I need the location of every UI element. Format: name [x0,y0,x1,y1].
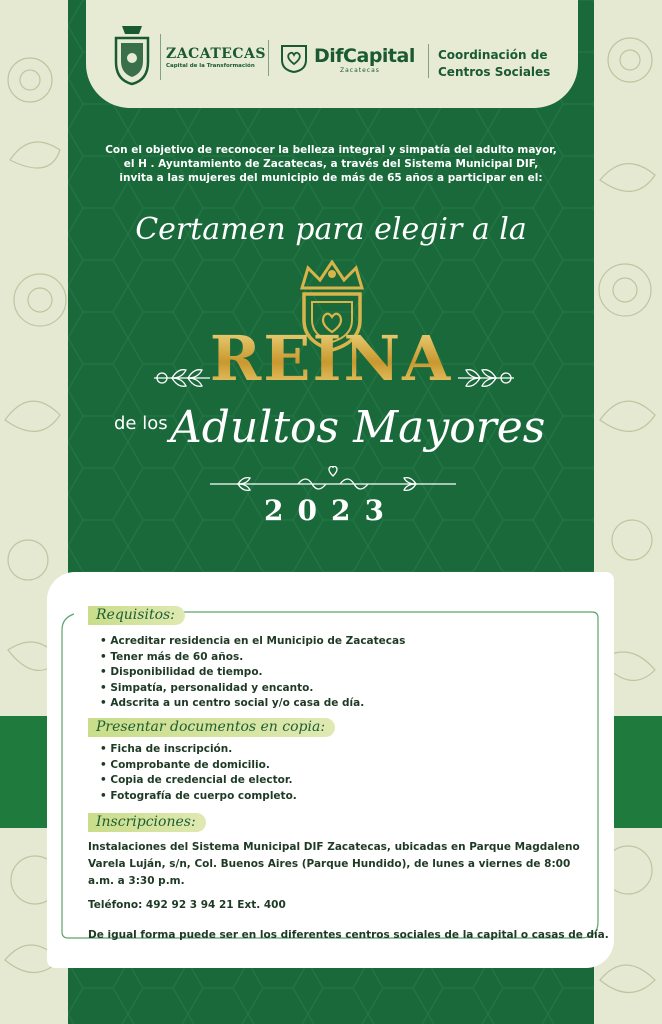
requisitos-heading: Requisitos: [88,606,185,625]
reina-title: REINA [100,322,562,395]
adultos-mayores-title: Adultos Mayores [170,402,546,453]
list-item: • Comprobante de domicilio. [100,758,297,774]
list-item: • Copia de credencial de elector. [100,773,297,789]
coordination-line2: Centros Sociales [438,65,551,79]
intro-line: el H . Ayuntamiento de Zacatecas, a través del Sistema Municipal DIF, [123,158,539,170]
dif-capital-name: DifCapital [314,45,415,67]
leaf-ornament-right-icon [456,366,516,390]
header-divider [428,44,429,78]
year-text: 2023 [264,494,398,527]
list-item: • Ficha de inscripción. [100,742,297,758]
phone-text: Teléfono: 492 92 3 94 21 Ext. 400 [88,899,286,911]
requisitos-list [100,634,405,712]
heart-divider-ornament-icon [208,466,458,496]
inscripciones-heading: Inscripciones: [88,813,206,832]
list-item: • Adscrita a un centro social y/o casa de día. [100,696,405,712]
zacatecas-name: ZACATECAS [166,46,267,62]
intro-line: Con el objetivo de reconocer la belleza integral y simpatía del adulto mayor, [105,144,557,156]
documentos-list [100,742,297,804]
list-item: • Tener más de 60 años. [100,650,405,666]
dif-heart-logo-icon [278,42,310,74]
zacatecas-tagline: Capital de la Transformación [166,63,255,69]
list-item: • Simpatía, personalidad y encanto. [100,681,405,697]
list-item: • Fotografía de cuerpo completo. [100,789,297,805]
zacatecas-shield-icon [112,24,152,86]
leaf-ornament-left-icon [152,366,212,390]
closing-text: De igual forma puede ser en los diferentes centros sociales de la capital o casas de día. [88,929,609,941]
header-divider [268,40,269,76]
list-item: • Acreditar residencia en el Municipio de Zacatecas [100,634,405,650]
documentos-heading: Presentar documentos en copia: [88,718,335,737]
list-item: • Disponibilidad de tiempo. [100,665,405,681]
header-divider [160,34,161,80]
de-los-text: de los [114,413,168,434]
certamen-title: Certamen para elegir a la [135,212,527,247]
inscripciones-text: Instalaciones del Sistema Municipal DIF Zacatecas, ubicadas en Parque Magdaleno Varela Luján, s/n, Col. Buenos Aires (Parque Hundido), de lunes a viernes de 8:00 a.m. a 3:30 p.m. [88,841,580,887]
intro-line: invita a las mujeres del municipio de más de 65 años a participar en el: [119,172,543,184]
dif-subtitle: Zacatecas [340,67,380,74]
coordination-line1: Coordinación de [438,48,548,62]
intro-text [100,143,562,185]
